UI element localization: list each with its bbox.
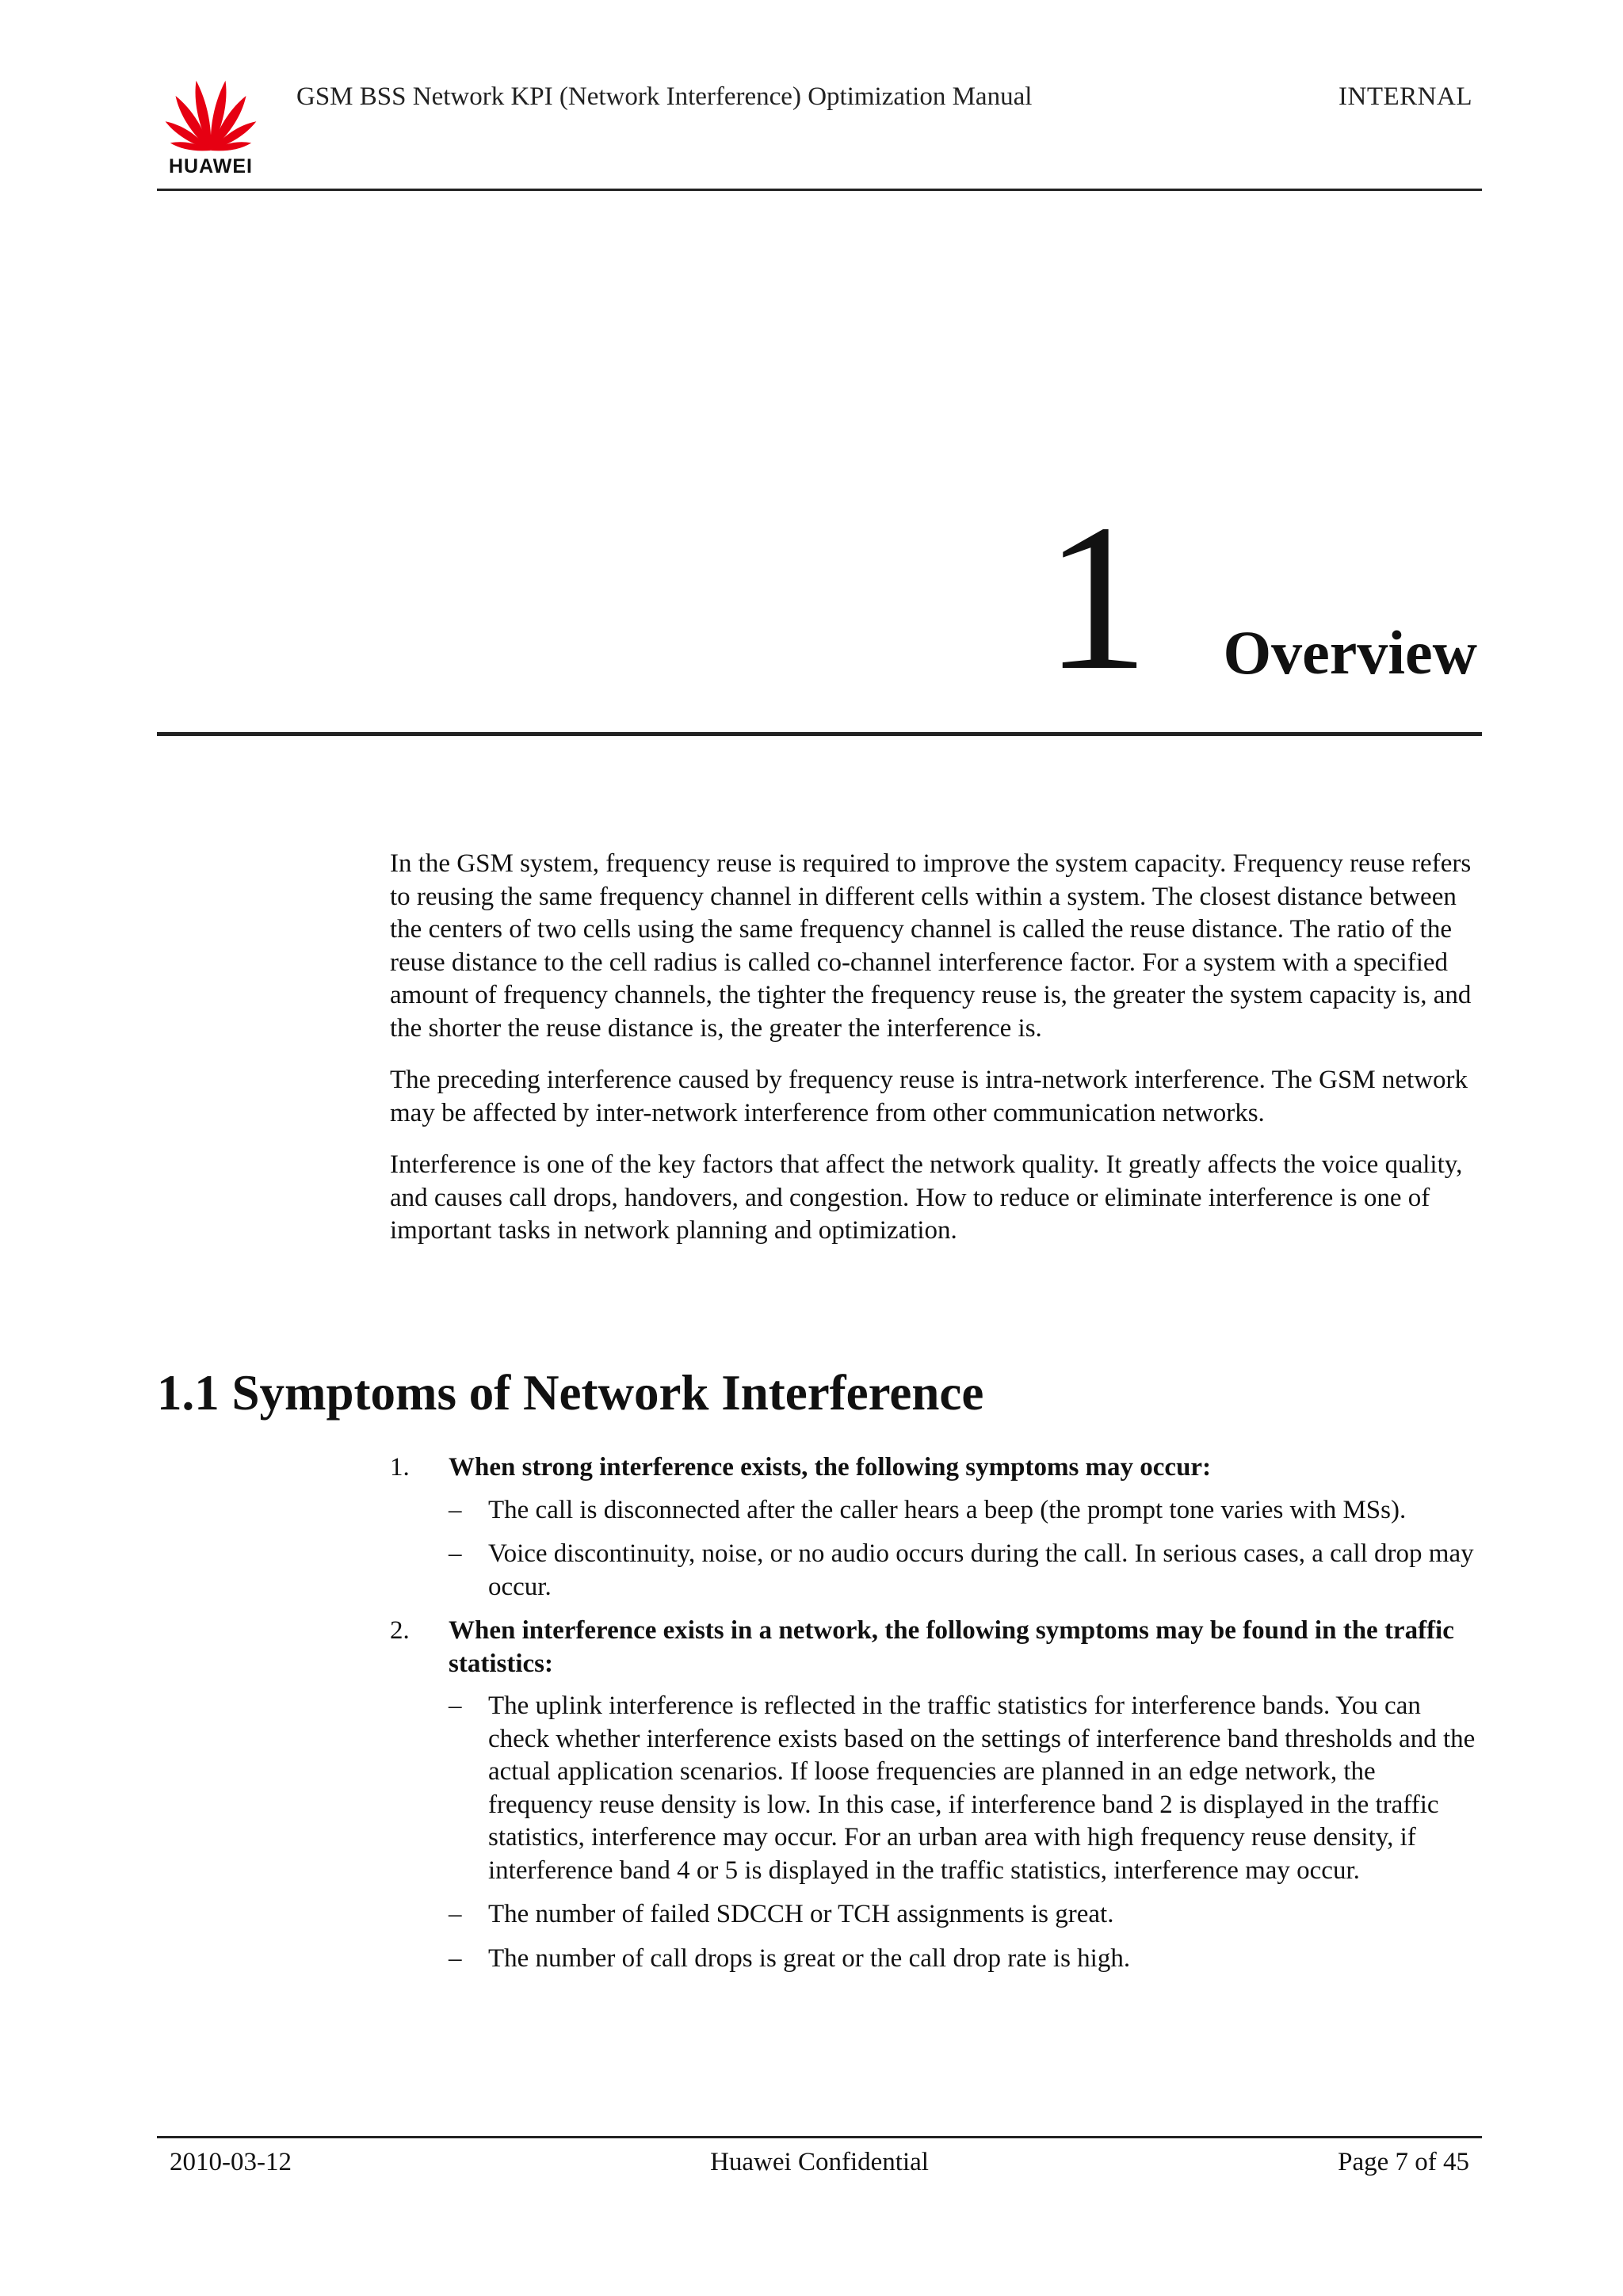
logo-wordmark: HUAWEI: [169, 155, 253, 177]
numbered-item: [390, 1615, 1484, 1975]
symptoms-list: [390, 1451, 1484, 1986]
dash-bullet: –: [449, 1539, 462, 1568]
chapter-divider: [157, 732, 1482, 736]
huawei-petals-icon: [157, 74, 265, 154]
footer-confidentiality: Huawei Confidential: [710, 2148, 929, 2176]
classification-label: INTERNAL: [1338, 82, 1472, 111]
list-item: [449, 1494, 1484, 1527]
intro-paragraph: The preceding interference caused by frequency reuse is intra-network interference. The GSM network may be affected by inter-network interference from other communication networks.: [390, 1066, 1468, 1127]
item-number: 2.: [390, 1616, 410, 1645]
numbered-item: [390, 1451, 1484, 1604]
document-title: GSM BSS Network KPI (Network Interference) Optimization Manual: [296, 82, 1033, 111]
sub-list: [449, 1690, 1484, 1975]
chapter-number: 1: [1044, 482, 1149, 714]
page-footer: [157, 2136, 1482, 2186]
intro-paragraph: Interference is one of the key factors that affect the network quality. It greatly affects the voice quality, and causes call drops, handovers, and congestion. How to reduce or eliminate interference is one of important tasks in network planning and optimization.: [390, 1150, 1463, 1245]
section-heading: 1.1 Symptoms of Network Interference: [157, 1365, 984, 1421]
intro-section: [390, 848, 1484, 1267]
huawei-logo: [157, 74, 268, 177]
list-item-text: The uplink interference is reflected in the traffic statistics for interference bands. You can check whether interference exists based on the settings of interference band thresholds and the actual application scenarios. If loose frequencies are planned in an edge network, the frequency reuse density is low. In this case, if interference band 2 is displayed in the traffic statistics, interference may occur. For an urban area with high frequency reuse density, if interference band 4 or 5 is displayed in the traffic statistics, interference may occur.: [488, 1691, 1476, 1885]
footer-date: 2010-03-12: [170, 2148, 292, 2176]
page-number: Page 7 of 45: [1338, 2148, 1469, 2176]
list-item: [449, 1690, 1484, 1887]
dash-bullet: –: [449, 1943, 462, 1973]
sub-list: [449, 1494, 1484, 1604]
chapter-title: Overview: [1223, 618, 1477, 687]
list-item: [449, 1943, 1484, 1976]
list-item: [449, 1898, 1484, 1932]
list-item-text: The number of call drops is great or the call drop rate is high.: [488, 1943, 1131, 1973]
list-item-text: The call is disconnected after the caller hears a beep (the prompt tone varies with MSs).: [488, 1495, 1407, 1524]
item-number: 1.: [390, 1453, 410, 1482]
item-text: When interference exists in a network, the following symptoms may be found in the traffic statistics:: [449, 1616, 1454, 1678]
dash-bullet: –: [449, 1691, 462, 1720]
intro-paragraph: In the GSM system, frequency reuse is required to improve the system capacity. Frequency reuse refers to reusing the same frequency channel in different cells within a system. The closest distance between the centers of two cells using the same frequency channel is called the reuse distance. The ratio of the reuse distance to the cell radius is called co-channel interference factor. For a system with a specified amount of frequency channels, the tighter the frequency reuse is, the greater the system capacity is, and the shorter the reuse distance is, the greater the interference is.: [390, 849, 1472, 1043]
page-header: [157, 74, 1482, 191]
dash-bullet: –: [449, 1495, 462, 1524]
list-item-text: The number of failed SDCCH or TCH assignments is great.: [488, 1900, 1114, 1928]
list-item: [449, 1538, 1484, 1604]
item-text: When strong interference exists, the following symptoms may occur:: [449, 1453, 1212, 1482]
dash-bullet: –: [449, 1900, 462, 1928]
list-item-text: Voice discontinuity, noise, or no audio occurs during the call. In serious cases, a call drop may occur.: [488, 1539, 1474, 1601]
